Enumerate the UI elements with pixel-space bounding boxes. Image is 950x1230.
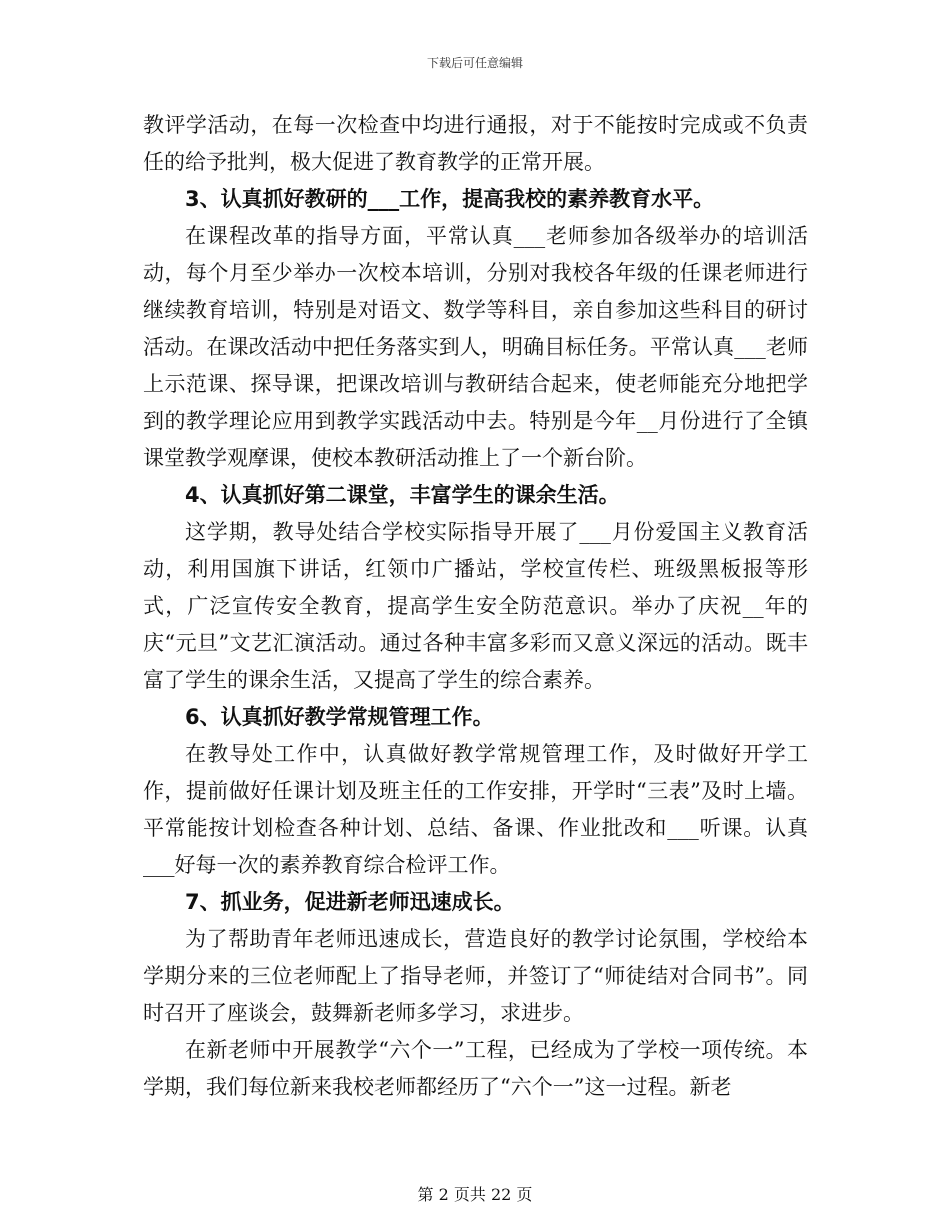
section-heading: 7、抓业务，促进新老师迅速成长。 <box>185 890 515 914</box>
page-header: 下载后可任意编辑 <box>426 56 523 70</box>
page-footer: 第 2 页共 22 页 <box>417 1185 533 1204</box>
paragraph: 在教导处工作中，认真做好教学常规管理工作，及时做好开学工作，提前做好任课计划及班主任的工作安排，开学时“三表”及时上墙。平常能按计划检查各种计划、总结、备课、作业批改和___听课。认真___好每一次的素养教育综合检评工作。 <box>143 742 808 877</box>
section-heading: 6、认真抓好教学常规管理工作。 <box>185 705 494 729</box>
paragraph: 在新老师中开展教学“六个一”工程，已经成为了学校一项传统。本学期，我们每位新来我校老师都经历了“六个一”这一过程。新老 <box>143 1038 808 1099</box>
section-heading: 4、认真抓好第二课堂，丰富学生的课余生活。 <box>185 483 620 507</box>
paragraph: 这学期，教导处结合学校实际指导开展了___月份爱国主义教育活动，利用国旗下讲话，红领巾广播站，学校宣传栏、班级黑板报等形式，广泛宣传安全教育，提高学生安全防范意识。举办了庆祝__年的庆“元旦”文艺汇演活动。通过各种丰富多彩而又意义深远的活动。既丰富了学生的课余生活，又提高了学生的综合素养。 <box>143 520 808 692</box>
paragraph: 为了帮助青年老师迅速成长，营造良好的教学讨论氛围，学校给本学期分来的三位老师配上了指导老师，并签订了“师徒结对合同书”。同时召开了座谈会，鼓舞新老师多学习，求进步。 <box>143 927 808 1025</box>
document-body <box>143 107 808 1106</box>
paragraph: 在课程改革的指导方面，平常认真___老师参加各级举办的培训活动，每个月至少举办一次校本培训，分别对我校各年级的任课老师进行继续教育培训，特别是对语文、数学等科目，亲自参加这些科目的研讨活动。在课改活动中把任务落实到人，明确目标任务。平常认真___老师上示范课、探导课，把课改培训与教研结合起来，使老师能充分地把学到的教学理论应用到教学实践活动中去。特别是今年__月份进行了全镇课堂教学观摩课，使校本教研活动推上了一个新台阶。 <box>143 224 808 470</box>
paragraph: 教评学活动，在每一次检查中均进行通报，对于不能按时完成或不负责任的给予批判，极大促进了教育教学的正常开展。 <box>143 113 808 174</box>
section-heading: 3、认真抓好教研的___工作，提高我校的素养教育水平。 <box>185 187 715 211</box>
